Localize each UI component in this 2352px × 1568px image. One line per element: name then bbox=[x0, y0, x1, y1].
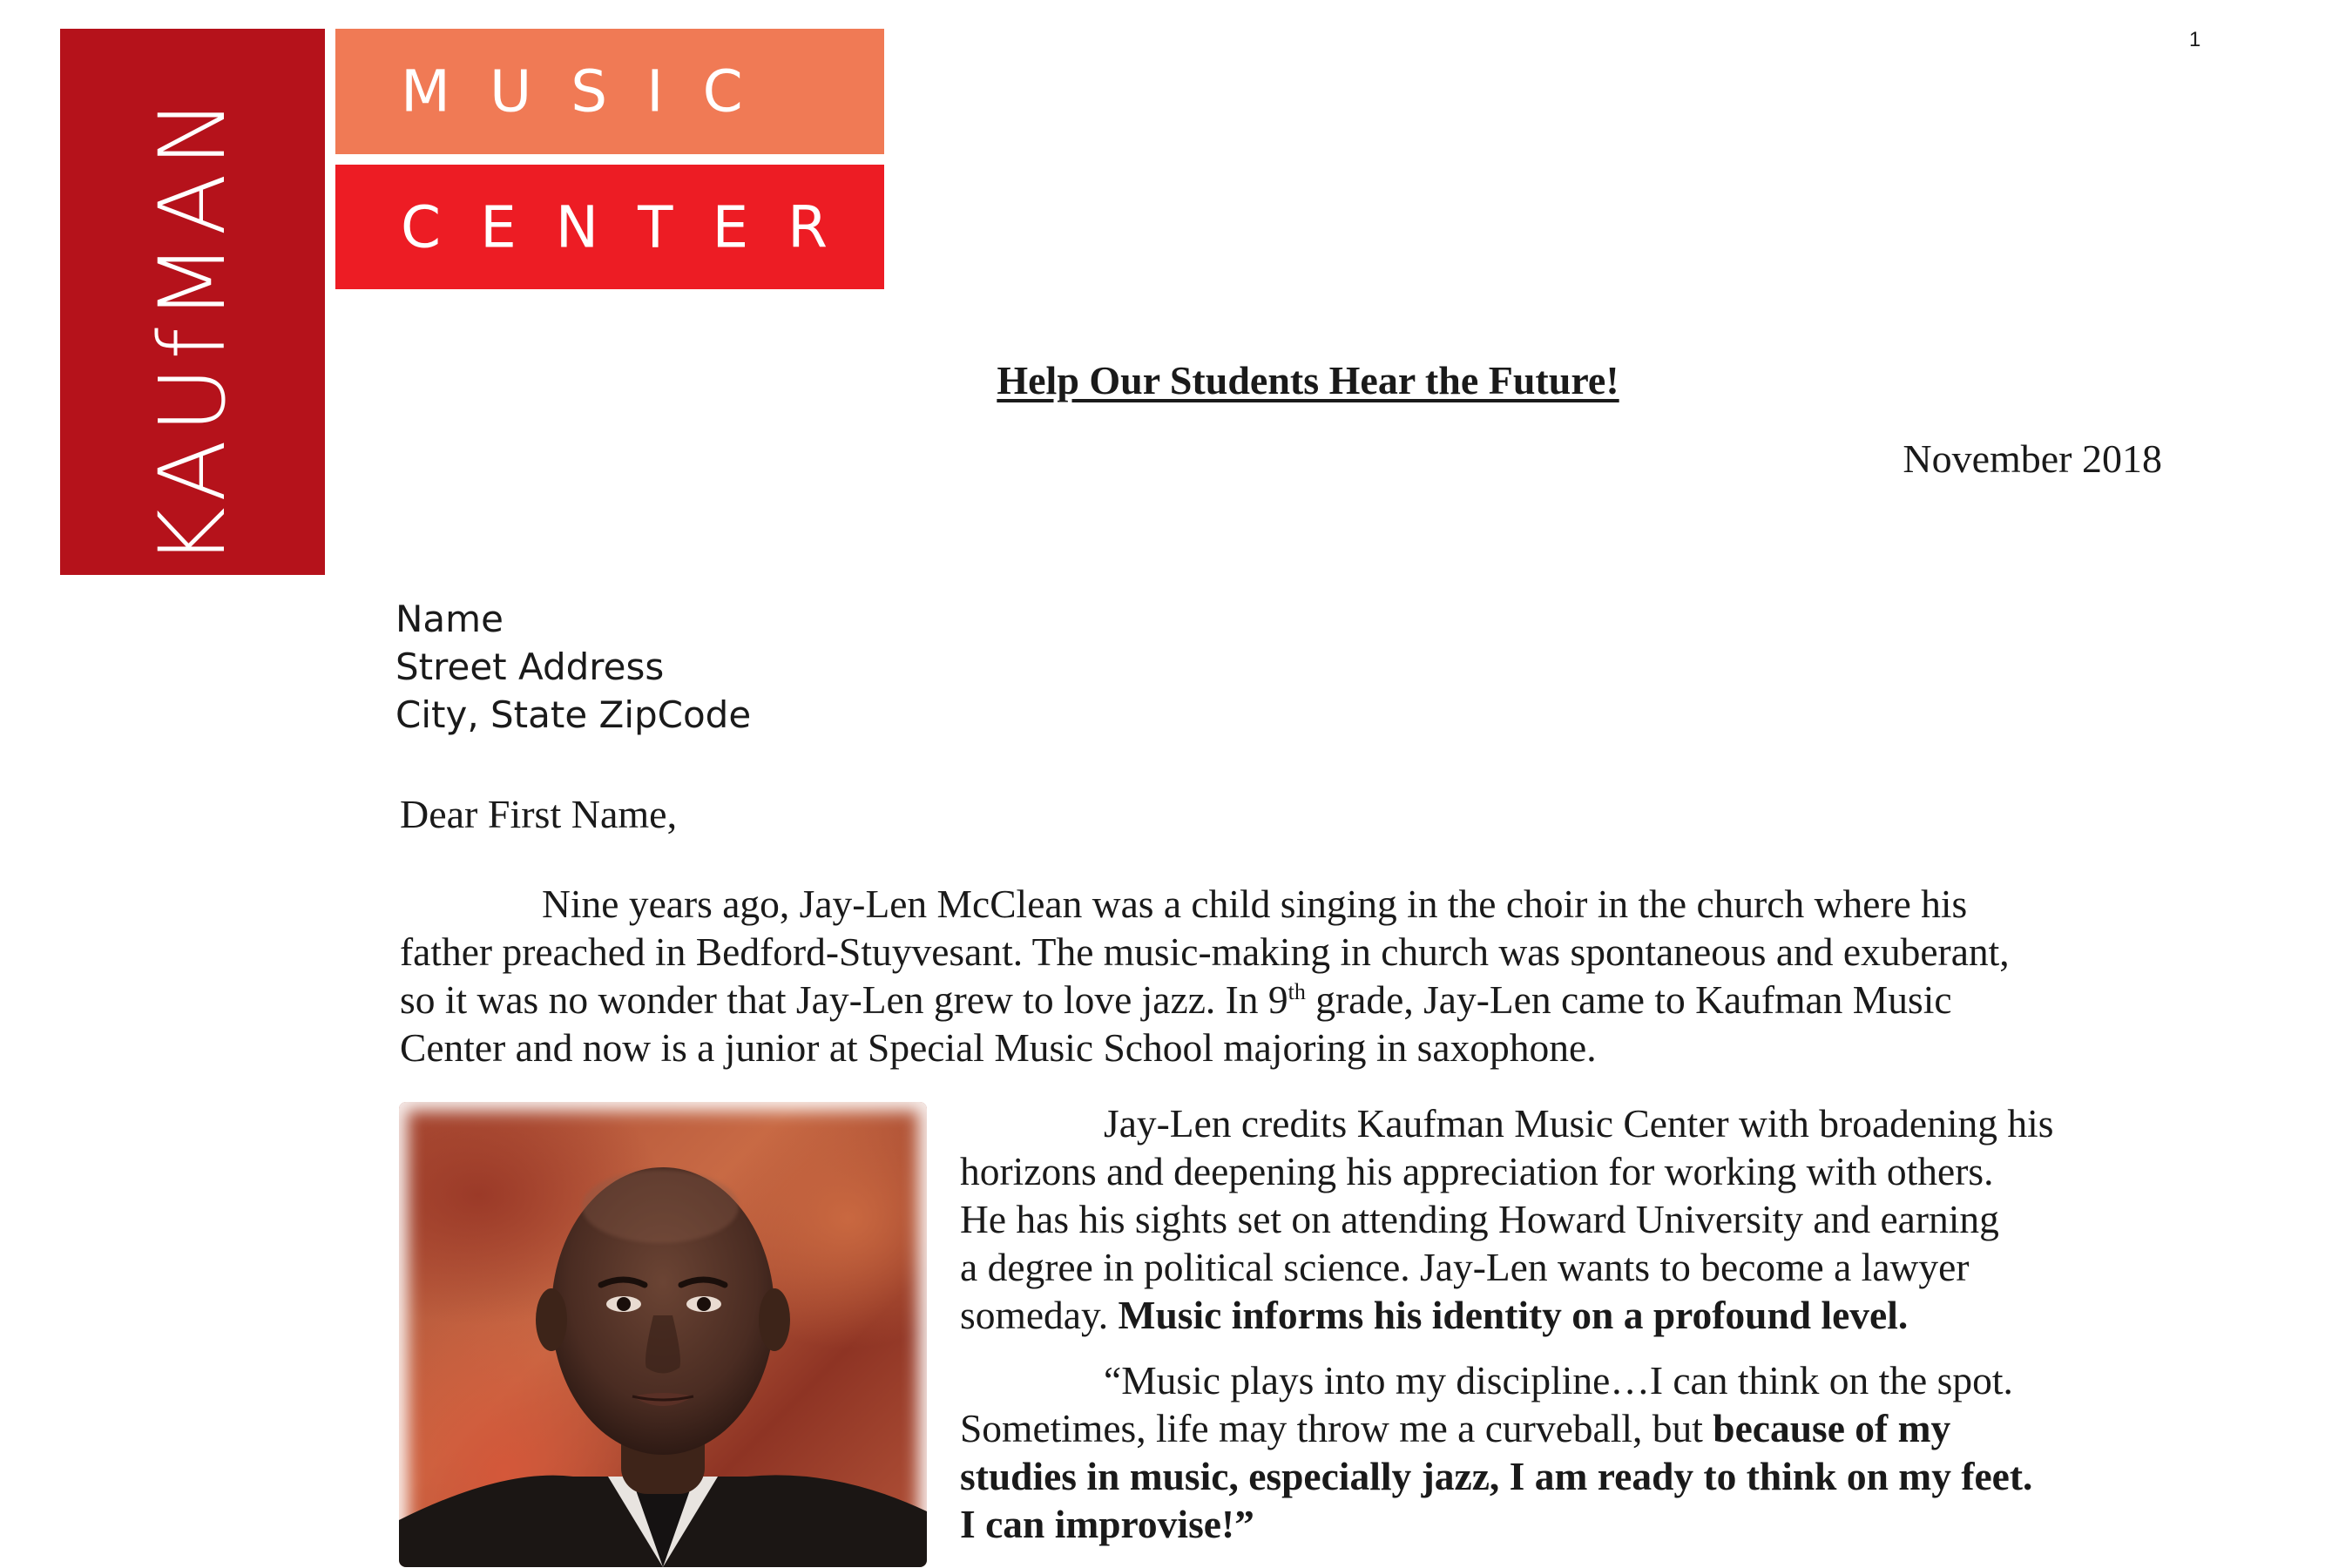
paragraph-line bbox=[960, 1452, 2197, 1500]
paragraph-line: “Music plays into my discipline…I can think on the spot. bbox=[1104, 1358, 2013, 1402]
paragraph-line: Nine years ago, Jay-Len McClean was a child singing in the choir in the church where his bbox=[542, 882, 1968, 926]
line-text: so it was no wonder that Jay-Len grew to love jazz. In 9 bbox=[400, 977, 1288, 1022]
letter-date: November 2018 bbox=[1903, 436, 2162, 481]
student-portrait-illustration bbox=[399, 1102, 927, 1567]
letter-title: Help Our Students Hear the Future! bbox=[997, 358, 1619, 402]
page-number: 1 bbox=[2189, 28, 2201, 51]
paragraph-line: Center and now is a junior at Special Music School majoring in saxophone. bbox=[400, 1025, 1597, 1070]
emphasis-text: because of my bbox=[1713, 1406, 1951, 1450]
student-photo bbox=[399, 1102, 927, 1567]
line-text: Sometimes, life may throw me a curveball, but bbox=[960, 1406, 1713, 1450]
logo-music-text: MUSIC bbox=[401, 57, 782, 125]
address-name: Name bbox=[395, 598, 504, 640]
address-street: Street Address bbox=[395, 645, 665, 688]
emphasis-text: Music informs his identity on a profound level. bbox=[1118, 1293, 1909, 1337]
salutation: Dear First Name, bbox=[400, 792, 678, 836]
paragraph-credits bbox=[960, 1099, 2197, 1339]
emphasis-text: studies in music, especially jazz, I am ready to think on my feet. bbox=[960, 1454, 2033, 1498]
address-city-state-zip: City, State ZipCode bbox=[395, 693, 752, 736]
logo-center-text: CENTER bbox=[401, 193, 868, 260]
paragraph-line: a degree in political science. Jay-Len wants to become a lawyer bbox=[960, 1245, 1970, 1289]
paragraph-line bbox=[400, 976, 2177, 1024]
paragraph-line bbox=[960, 1500, 2197, 1548]
line-text: someday. bbox=[960, 1293, 1119, 1337]
logo-kaufman-text: KAUfMAN bbox=[139, 91, 246, 567]
paragraph-line bbox=[960, 1291, 2197, 1339]
line-text: grade, Jay-Len came to Kaufman Music bbox=[1305, 977, 1952, 1022]
paragraph-line: father preached in Bedford-Stuyvesant. The music-making in church was spontaneous and exuberant, bbox=[400, 929, 2010, 974]
emphasis-text: I can improvise!” bbox=[960, 1502, 1254, 1546]
logo-center-block bbox=[335, 165, 884, 289]
superscript-ordinal: th bbox=[1288, 978, 1306, 1004]
recipient-address bbox=[395, 595, 751, 739]
paragraph-line: He has his sights set on attending Howard University and earning bbox=[960, 1197, 1999, 1241]
kaufman-logo-vertical bbox=[60, 29, 325, 575]
paragraph-line: Jay-Len credits Kaufman Music Center with broadening his bbox=[1104, 1101, 2054, 1146]
paragraph-intro bbox=[400, 880, 2177, 1071]
paragraph-quote bbox=[960, 1356, 2197, 1548]
logo-music-block bbox=[335, 29, 884, 154]
paragraph-line: horizons and deepening his appreciation for working with others. bbox=[960, 1149, 1994, 1193]
paragraph-line bbox=[960, 1404, 2197, 1452]
